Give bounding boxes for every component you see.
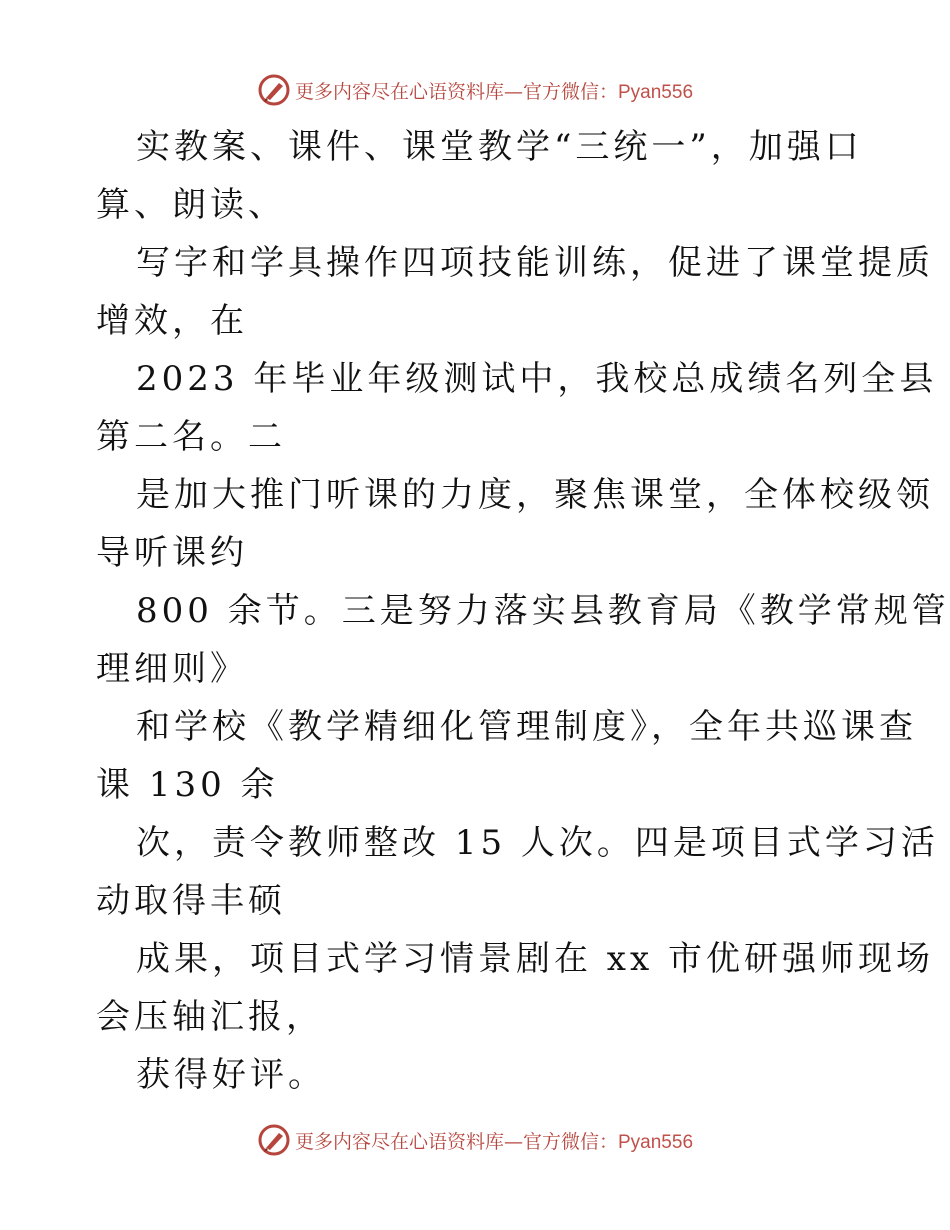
body-line: 实教案、课件、课堂教学“三统一”，加强口 bbox=[136, 127, 863, 167]
body-line: 增效，在 bbox=[96, 301, 248, 341]
body-line: 是加大推门听课的力度，聚焦课堂，全体校级领 bbox=[136, 475, 934, 515]
body-line: 算、朗读、 bbox=[96, 185, 286, 225]
body-line: 2023 年毕业年级测试中，我校总成绩名列全县 bbox=[136, 359, 938, 399]
footer-watermark bbox=[0, 1120, 950, 1160]
body-line: 理细则》 bbox=[96, 649, 248, 689]
body-line: 导听课约 bbox=[96, 533, 248, 573]
body-line: 会压轴汇报， bbox=[96, 997, 324, 1037]
body-line: 第二名。二 bbox=[96, 417, 286, 457]
header-watermark bbox=[0, 70, 950, 110]
watermark-text: 更多内容尽在心语资料库—官方微信：Pyan556 bbox=[294, 80, 694, 103]
document-body bbox=[96, 118, 950, 1104]
body-line: 成果，项目式学习情景剧在 xx 市优研强师现场 bbox=[136, 939, 934, 979]
body-line: 获得好评。 bbox=[136, 1055, 326, 1095]
watermark-text: 更多内容尽在心语资料库—官方微信：Pyan556 bbox=[294, 1130, 694, 1153]
body-line: 动取得丰硕 bbox=[96, 881, 286, 921]
body-line: 写字和学具操作四项技能训练，促进了课堂提质 bbox=[136, 243, 934, 283]
body-line: 800 余节。三是努力落实县教育局《教学常规管 bbox=[136, 591, 950, 631]
body-line: 课 130 余 bbox=[96, 765, 279, 805]
body-line: 次，责令教师整改 15 人次。四是项目式学习活 bbox=[136, 823, 939, 863]
body-line: 和学校《教学精细化管理制度》，全年共巡课查 bbox=[136, 707, 917, 747]
pen-logo-icon bbox=[257, 1123, 291, 1157]
pen-logo-icon bbox=[257, 73, 291, 107]
